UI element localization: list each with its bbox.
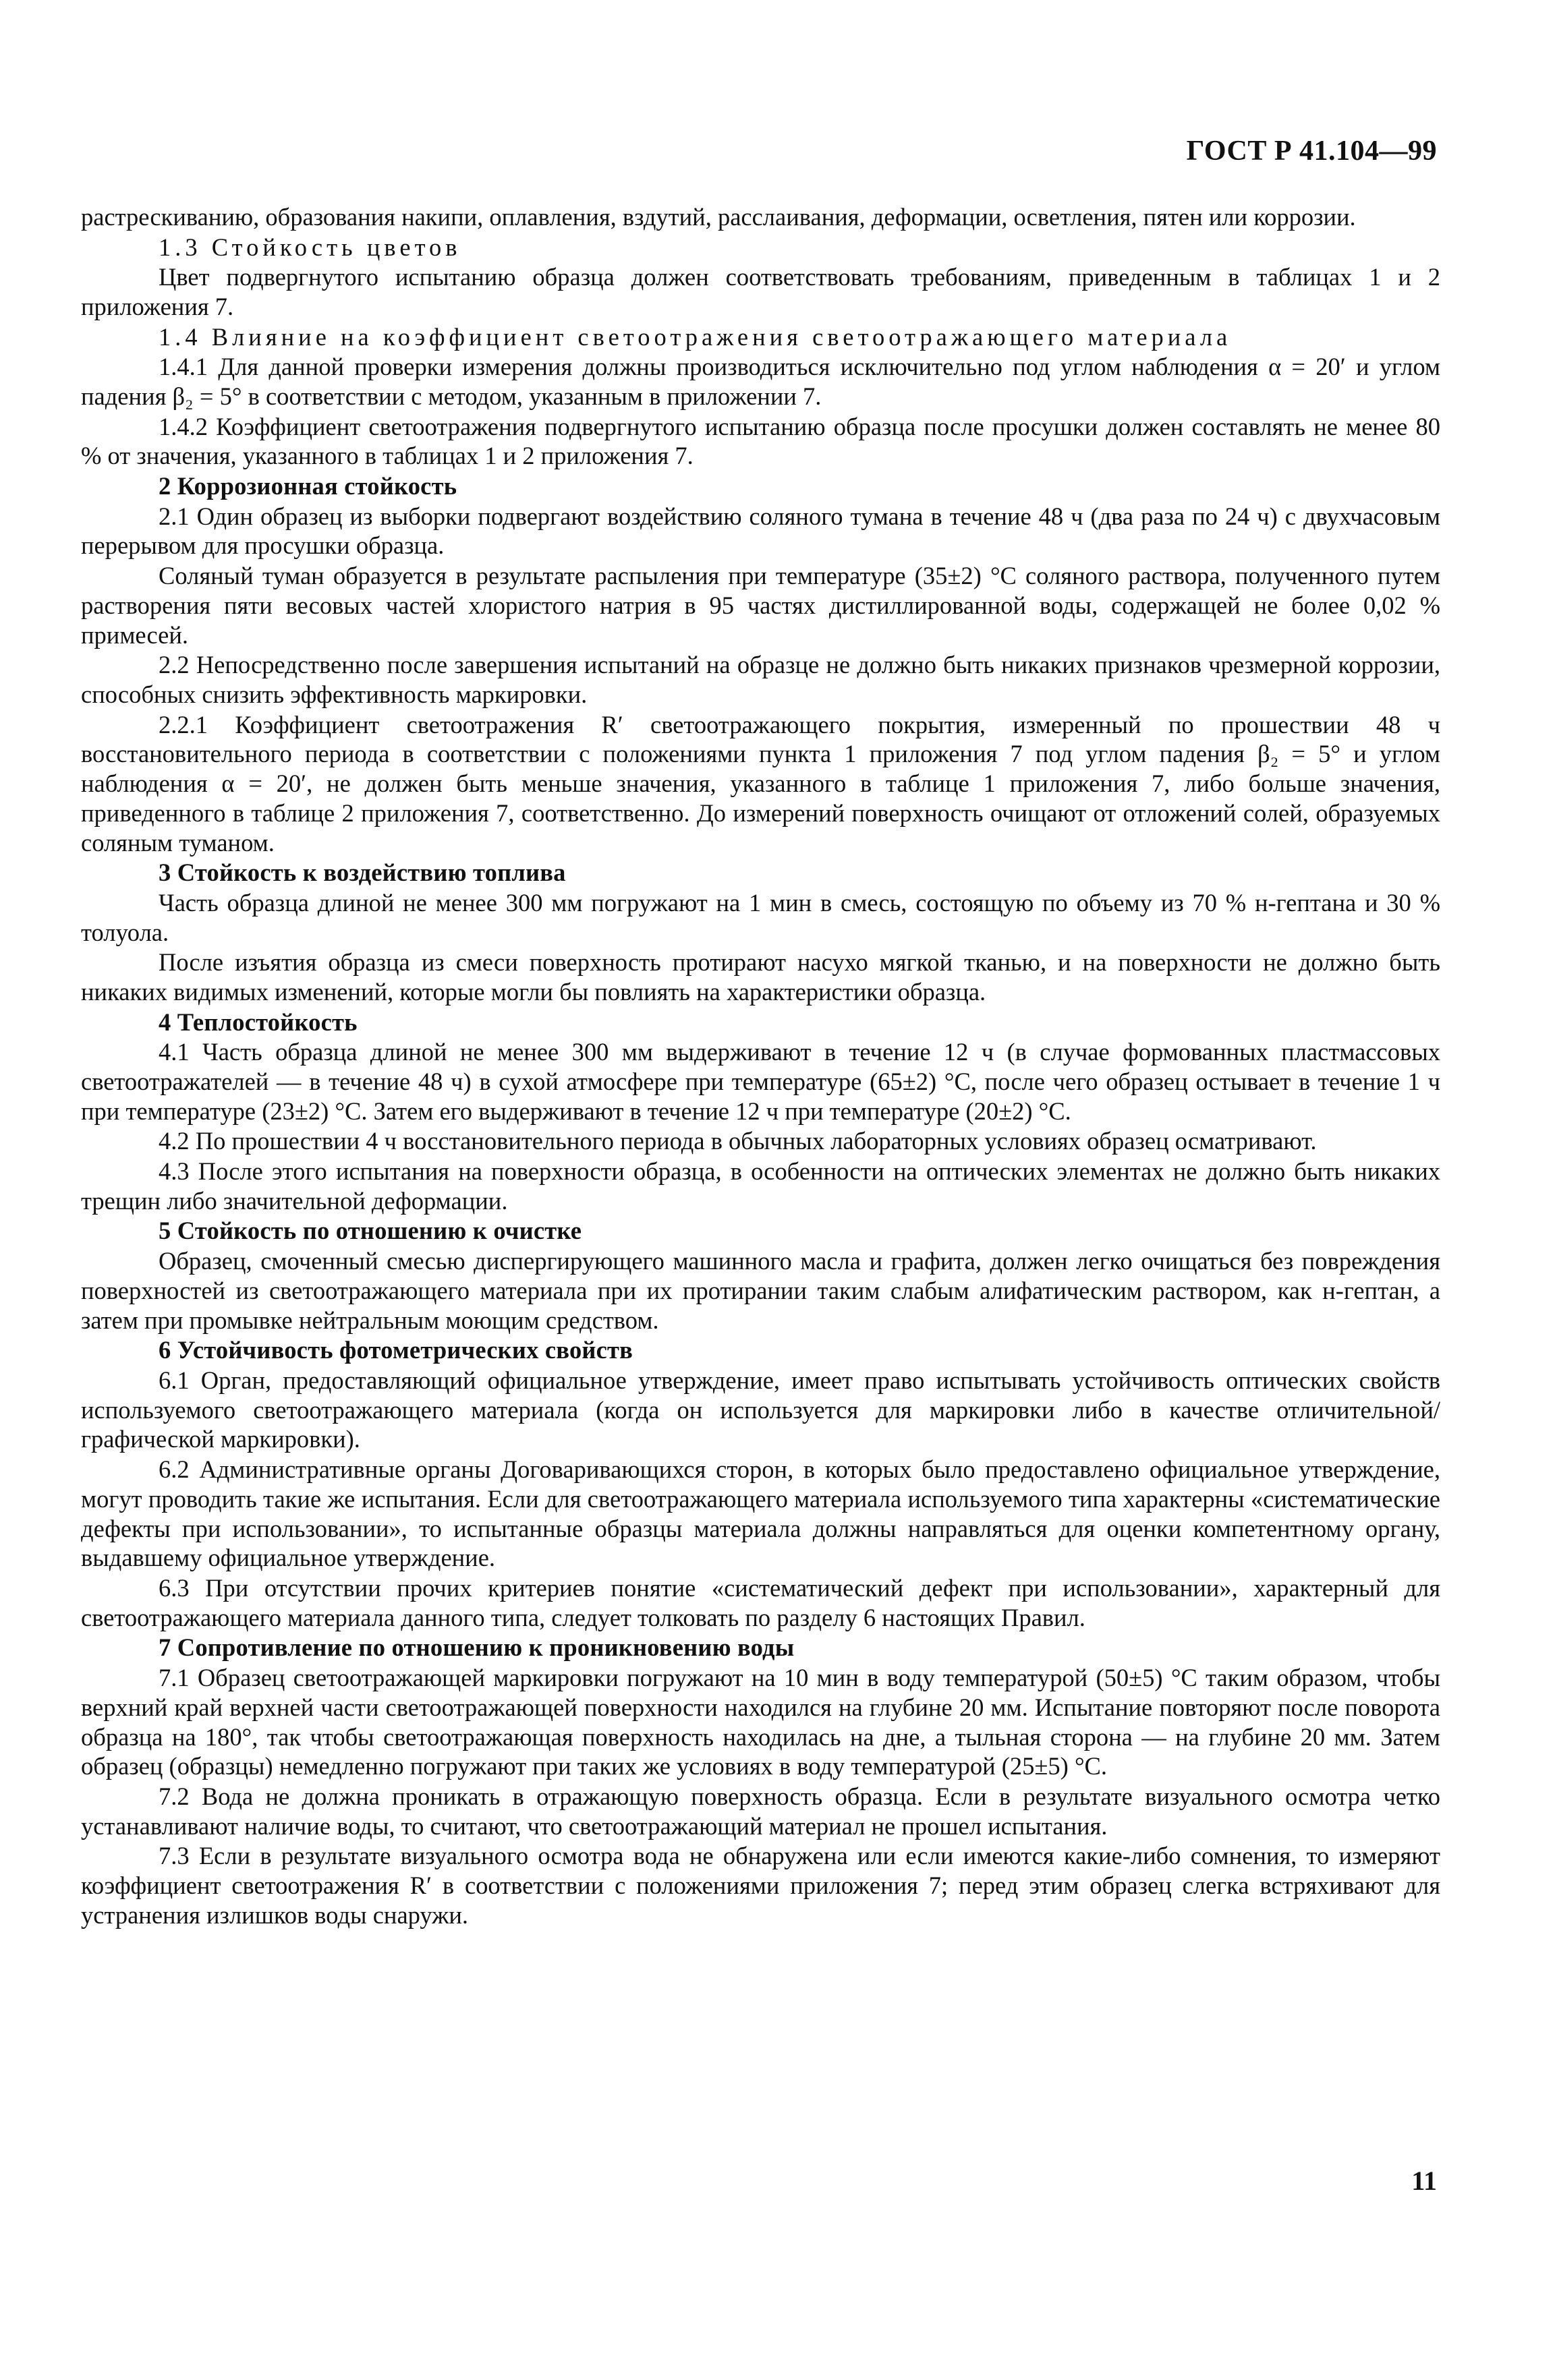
paragraph: 2.2 Непосредственно после завершения испытаний на образце не должно быть никаких признаков чрезмерной коррозии, способных снизить эффективность маркировки. [81, 651, 1440, 708]
page-number: 11 [1411, 2166, 1437, 2196]
paragraph: Цвет подвергнутого испытанию образца должен соответствовать требованиям, приведенным в таблицах 1 и 2 приложения 7. [81, 263, 1440, 320]
paragraph: 4.2 По прошествии 4 ч восстановительного периода в обычных лабораторных условиях образец осматривают. [159, 1127, 1317, 1155]
paragraph: Соляный туман образуется в результате распыления при температуре (35±2) °С соляного раствора, полученного путем растворения пяти весовых частей хлористого натрия в 95 частях дистиллированной воды, содержащей не более 0,02 % примесей. [81, 561, 1440, 649]
paragraph: 6.1 Орган, предоставляющий официальное утверждение, имеет право испытывать устойчивость оптических свойств используемого светоотражающего материала (когда он используется для маркировки либо в качестве отличительной/графической маркировки). [81, 1366, 1440, 1453]
paragraph: 4.3 После этого испытания на поверхности образца, в особенности на оптических элементах не должно быть никаких трещин либо значительной деформации. [81, 1157, 1440, 1215]
paragraph: 2.2.1 Коэффициент светоотражения R′ светоотражающего покрытия, измеренный по прошествии 48 ч восстановительного периода в соответствии с положениями пункта 1 приложения 7 под углом падения β₂ = 5° и углом наблюдения α = 20′, не должен быть меньше значения, указанного в таблице 1 приложения 7, либо больше значения, приведенного в таблице 2 приложения 7, соответственно. До измерений поверхность очищают от отложений солей, образуемых соляным туманом. [81, 710, 1440, 857]
paragraph: 1.4.2 Коэффициент светоотражения подвергнутого испытанию образца после просушки должен составлять не менее 80 % от значения, указанного в таблицах 1 и 2 приложения 7. [81, 412, 1440, 470]
paragraph: 7.1 Образец светоотражающей маркировки погружают на 10 мин в воду температурой (50±5) °С таким образом, чтобы верхний край верхней части светоотражающей поверхности находился на глубине 20 мм. Испытание повторяют после поворота образца на 180°, так чтобы светоотражающая поверхность находилась на дне, а тыльная сторона — на глубине 20 мм. Затем образец (образцы) немедленно погружают при таких же условиях в воду температурой (25±5) °С. [81, 1663, 1440, 1780]
document-code-header: ГОСТ Р 41.104—99 [1186, 136, 1437, 167]
paragraph: 1.4.1 Для данной проверки измерения должны производиться исключительно под углом наблюдения α = 20′ и углом падения β₂ = 5° в соответствии с методом, указанным в приложении 7. [81, 353, 1440, 410]
paragraph: 7.2 Вода не должна проникать в отражающую поверхность образца. Если в результате визуального осмотра четко устанавливают наличие воды, то считают, что светоотражающий материал не прошел испытания. [81, 1782, 1440, 1840]
section-heading: 1.4 Влияние на коэффициент светоотражения светоотражающего материала [159, 322, 1232, 351]
section-heading: 2 Коррозионная стойкость [159, 471, 457, 500]
paragraph: 2.1 Один образец из выборки подвергают воздействию соляного тумана в течение 48 ч (два раза по 24 ч) с двухчасовым перерывом для просушки образца. [81, 502, 1440, 560]
paragraph: Часть образца длиной не менее 300 мм погружают на 1 мин в смесь, состоящую по объему из 70 % н-гептана и 30 % толуола. [81, 888, 1440, 946]
paragraph: Образец, смоченный смесью диспергирующего машинного масла и графита, должен легко очищаться без повреждения поверхностей из светоотражающего материала при их протирании таким слабым алифатическим раствором, как н-гептан, а затем при промывке нейтральным моющим средством. [81, 1247, 1440, 1334]
section-heading: 6 Устойчивость фотометрических свойств [159, 1336, 633, 1364]
section-heading: 4 Теплостойкость [159, 1008, 358, 1036]
section-heading: 5 Стойкость по отношению к очистке [159, 1217, 582, 1245]
paragraph: 6.2 Административные органы Договаривающихся сторон, в которых было предоставлено официальное утверждение, могут проводить такие же испытания. Если для светоотражающего материала используемого типа характерны «систематические дефекты при использовании», то испытанные образцы материала должны направляться для оценки компетентному органу, выдавшему официальное утверждение. [81, 1455, 1440, 1572]
paragraph: 6.3 При отсутствии прочих критериев понятие «систематический дефект при использовании», характерный для светоотражающего материала данного типа, следует толковать по разделу 6 настоящих Правил. [81, 1573, 1440, 1631]
section-heading: 3 Стойкость к воздействию топлива [159, 859, 566, 887]
paragraph: 7.3 Если в результате визуального осмотра вода не обнаружена или если имеются какие-либо сомнения, то измеряют коэффициент светоотражения R′ в соответствии с положениями приложения 7; перед этим образец слегка встряхивают для устранения излишков воды снаружи. [81, 1842, 1440, 1929]
document-body [81, 202, 1440, 1931]
paragraph: После изъятия образца из смеси поверхность протирают насухо мягкой тканью, и на поверхности не должно быть никаких видимых изменений, которые могли бы повлиять на характеристики образца. [81, 948, 1440, 1006]
paragraph: растрескиванию, образования накипи, оплавления, вздутий, расслаивания, деформации, осветления, пятен или коррозии. [81, 203, 1356, 231]
section-heading: 1.3 Стойкость цветов [159, 233, 461, 261]
section-heading: 7 Сопротивление по отношению к проникновению воды [159, 1633, 795, 1662]
paragraph: 4.1 Часть образца длиной не менее 300 мм выдерживают в течение 12 ч (в случае формованных пластмассовых светоотражателей — в течение 48 ч) в сухой атмосфере при температуре (65±2) °С, после чего образец остывает в течение 1 ч при температуре (23±2) °С. Затем его выдерживают в течение 12 ч при температуре (20±2) °С. [81, 1038, 1440, 1125]
